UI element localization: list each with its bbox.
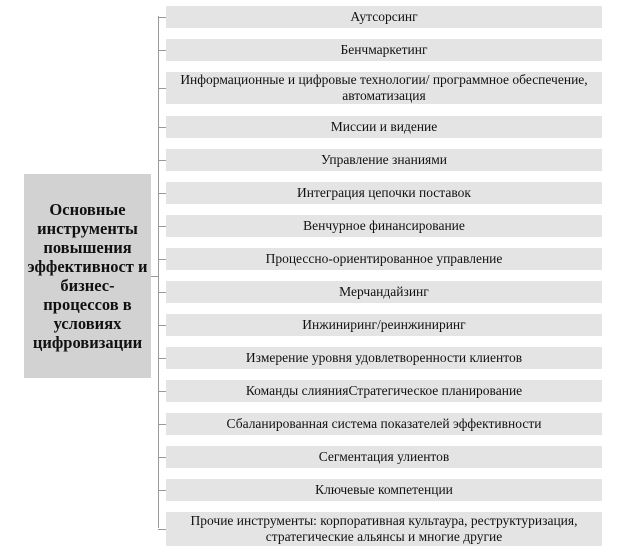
item-label-5: Управление знаниями xyxy=(320,152,448,167)
item-box-2 xyxy=(166,39,602,61)
connector-trunk xyxy=(158,16,159,528)
item-label-11: Измерение уровня удовлетворенности клиентов xyxy=(245,350,523,365)
item-box-11 xyxy=(166,347,602,369)
root-node xyxy=(24,174,151,378)
connector-branch-6 xyxy=(158,193,166,194)
item-label-10: Инжиниринг/реинжиниринг xyxy=(302,317,466,332)
connector-branch-3 xyxy=(158,88,166,89)
item-box-13 xyxy=(166,413,602,435)
connector-branch-10 xyxy=(158,325,166,326)
item-label-7: Венчурное финансирование xyxy=(303,218,465,233)
connector-branch-1 xyxy=(158,17,166,18)
item-box-14 xyxy=(166,446,602,468)
connector-branch-15 xyxy=(158,490,166,491)
item-label-9: Мерчандайзинг xyxy=(339,284,429,299)
item-box-1 xyxy=(166,6,602,28)
item-box-15 xyxy=(166,479,602,501)
item-label-8: Процессно-ориентированное управление xyxy=(265,251,503,266)
connector-branch-2 xyxy=(158,50,166,51)
connector-branch-8 xyxy=(158,259,166,260)
item-label-13: Сбаланированная система показателей эффективности xyxy=(226,416,542,431)
item-box-6 xyxy=(166,182,602,204)
item-label-6: Интеграция цепочки поставок xyxy=(297,185,471,200)
item-box-10 xyxy=(166,314,602,336)
item-box-9 xyxy=(166,281,602,303)
connector-branch-13 xyxy=(158,424,166,425)
connector-branch-5 xyxy=(158,160,166,161)
item-box-16 xyxy=(166,512,602,546)
item-label-14: Сегментация улиентов xyxy=(318,449,450,464)
item-box-4 xyxy=(166,116,602,138)
connector-root-stub xyxy=(151,276,158,277)
root-node-label: Основные инструменты повышения эффективност и бизнес-процессов в условиях цифровизации xyxy=(27,200,148,352)
item-label-15: Ключевые компетенции xyxy=(315,482,453,497)
item-label-1: Аутсорсинг xyxy=(350,9,418,24)
item-label-4: Миссии и видение xyxy=(330,119,438,134)
item-box-5 xyxy=(166,149,602,171)
item-label-2: Бенчмаркетинг xyxy=(340,42,428,57)
connector-branch-7 xyxy=(158,226,166,227)
connector-branch-11 xyxy=(158,358,166,359)
item-box-8 xyxy=(166,248,602,270)
connector-branch-12 xyxy=(158,391,166,392)
item-box-7 xyxy=(166,215,602,237)
connector-branch-16 xyxy=(158,529,166,530)
item-label-12: Команды слиянияСтратегическое планирование xyxy=(245,383,523,398)
item-label-3: Информационные и цифровые технологии/ программное обеспечение, автоматизация xyxy=(180,72,588,103)
connector-branch-9 xyxy=(158,292,166,293)
item-label-16: Прочие инструменты: корпоративная культаура, реструктуризация, стратегические альянсы и многие другие xyxy=(190,513,578,544)
connector-branch-14 xyxy=(158,457,166,458)
connector-branch-4 xyxy=(158,127,166,128)
item-box-3 xyxy=(166,72,602,104)
item-box-12 xyxy=(166,380,602,402)
